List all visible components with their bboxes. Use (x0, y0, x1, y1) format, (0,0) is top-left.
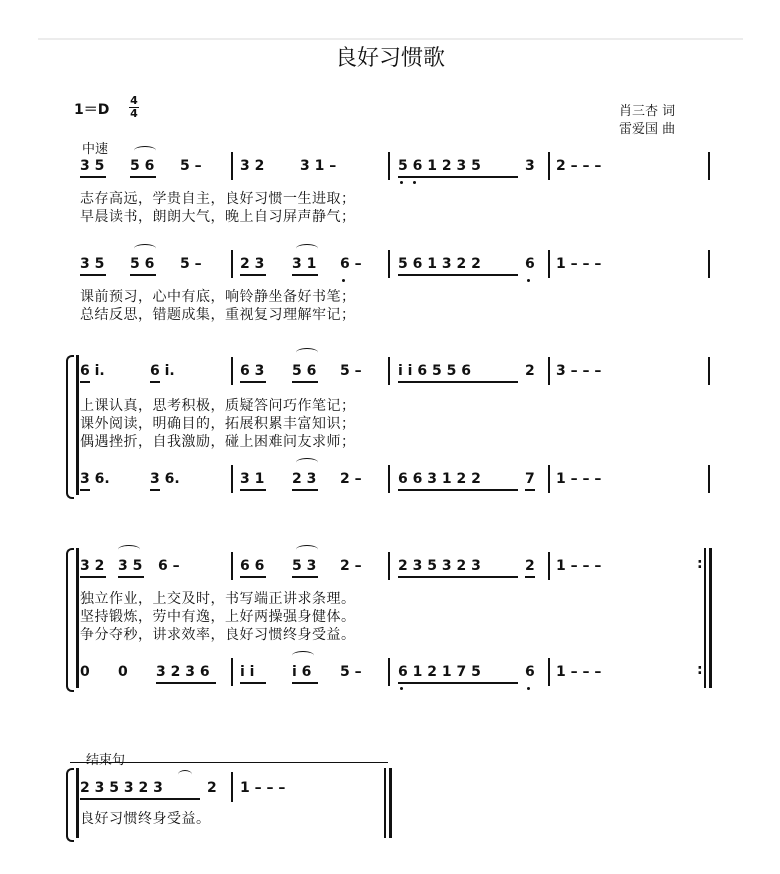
notes-group: 2 – – – (556, 158, 602, 174)
octave-dot (527, 279, 530, 282)
slur-mark (292, 651, 314, 660)
notes-group: 6 i. (150, 363, 175, 379)
barline (231, 250, 233, 278)
slur-mark (134, 244, 156, 253)
notes-group: 2 3 5 3 2 3 (80, 780, 163, 796)
system-start-line (76, 355, 79, 495)
underline-mark (156, 682, 216, 684)
underline-mark (292, 489, 318, 491)
notes-group: 0 (80, 664, 90, 680)
underline-mark (240, 381, 266, 383)
barline (231, 152, 233, 180)
underline-mark (150, 381, 160, 383)
lyric-line: 志存高远，学贵自主，良好习惯一生进取； (80, 191, 356, 207)
system-bracket (66, 768, 74, 842)
notes-group: 1 – – – (556, 471, 602, 487)
underline-mark (118, 576, 144, 578)
repeat-dots: : (697, 556, 703, 572)
notes-group: 5 – (340, 664, 362, 680)
barline (708, 465, 710, 493)
notes-group: 6 – (340, 256, 362, 272)
underline-mark (292, 682, 318, 684)
underline-mark (240, 489, 266, 491)
notes-group: 6 3 (240, 363, 265, 379)
lyric-line: 总结反思，错题成集，重视复习理解牢记； (80, 307, 356, 323)
barline (388, 152, 390, 180)
barline (388, 465, 390, 493)
notes-group: 3 1 – (300, 158, 337, 174)
slur-mark (134, 146, 156, 155)
barline (388, 357, 390, 385)
slur-mark (296, 545, 318, 554)
notes-group: 3 5 (80, 158, 105, 174)
barline (231, 465, 233, 493)
notes-group: 7 (525, 471, 535, 487)
notes-group: 3 1 (240, 471, 265, 487)
octave-dot (342, 279, 345, 282)
underline-mark (398, 274, 518, 276)
notes-group: 3 2 3 6 (156, 664, 210, 680)
notes-group: 3 – – – (556, 363, 602, 379)
lyric-line: 坚持锻炼，劳中有逸，上好两操强身健体。 (80, 609, 356, 625)
underline-mark (80, 489, 90, 491)
barline (708, 357, 710, 385)
notes-group: 5 6 (130, 158, 155, 174)
notes-group: 6 – (158, 558, 180, 574)
notes-group: 3 2 (80, 558, 105, 574)
repeat-barline-thin (704, 548, 706, 688)
underline-mark (80, 798, 200, 800)
octave-dot (400, 181, 403, 184)
underline-mark (130, 176, 156, 178)
tempo-marking: 中速 (82, 142, 109, 157)
notes-group: 3 2 (240, 158, 265, 174)
notes-group: 6 6 3 1 2 2 (398, 471, 481, 487)
lyricist-credit: 肖三杏 词 (619, 104, 676, 119)
underline-mark (80, 176, 106, 178)
underline-mark (240, 576, 266, 578)
underline-mark (398, 381, 518, 383)
ending-label: 结束句 (86, 753, 126, 768)
notes-group: 6 6 (240, 558, 265, 574)
notes-group: 1 – – – (556, 256, 602, 272)
time-signature-top: 4 (130, 94, 138, 107)
notes-group: 2 3 (240, 256, 265, 272)
notes-group: 6 i. (80, 363, 105, 379)
underline-mark (292, 274, 318, 276)
final-barline-thick (389, 768, 392, 838)
slur-mark (296, 458, 318, 467)
top-rule (38, 38, 743, 40)
notes-group: 5 6 (130, 256, 155, 272)
lyric-line: 争分夺秒，讲求效率，良好习惯终身受益。 (80, 627, 356, 643)
notes-group: 6 (525, 664, 535, 680)
notes-group: 3 6. (150, 471, 180, 487)
notes-group: 2 – (340, 471, 362, 487)
slur-mark (118, 545, 140, 554)
notes-group: 5 – (180, 158, 202, 174)
lyric-line: 独立作业，上交及时，书写端正讲求条理。 (80, 591, 356, 607)
barline (388, 250, 390, 278)
notes-group: 3 1 (292, 256, 317, 272)
notes-group: 3 (525, 158, 535, 174)
barline (548, 552, 550, 580)
slur-mark (296, 348, 318, 357)
notes-group: 5 – (340, 363, 362, 379)
underline-mark (398, 682, 518, 684)
underline-mark (398, 576, 518, 578)
lyric-line: 上课认真，思考积极，质疑答问巧作笔记； (80, 398, 356, 414)
notes-group: 2 3 (292, 471, 317, 487)
system-bracket (66, 548, 74, 692)
notes-group: 2 3 5 3 2 3 (398, 558, 481, 574)
underline-mark (398, 489, 518, 491)
notes-group: 5 6 1 2 3 5 (398, 158, 481, 174)
notes-group: 3 5 (80, 256, 105, 272)
lyric-line: 早晨读书，朗朗大气，晚上自习屏声静气； (80, 209, 356, 225)
notes-group: 6 (525, 256, 535, 272)
notes-group: 1 – – – (556, 664, 602, 680)
time-signature (129, 95, 139, 120)
underline-mark (525, 489, 535, 491)
notes-group: 5 3 (292, 558, 317, 574)
underline-mark (80, 381, 90, 383)
notes-group: 6 1 2 1 7 5 (398, 664, 481, 680)
underline-mark (130, 274, 156, 276)
barline (548, 250, 550, 278)
notes-group: 5 – (180, 256, 202, 272)
lyric-line: 偶遇挫折，自我激励，碰上困难问友求师； (80, 434, 356, 450)
notes-group: 2 – (340, 558, 362, 574)
repeat-dots: : (697, 662, 703, 678)
barline (388, 658, 390, 686)
barline (708, 250, 710, 278)
octave-dot (527, 687, 530, 690)
system-start-line (76, 548, 79, 688)
barline (231, 357, 233, 385)
notes-group: 1 – – – (556, 558, 602, 574)
notes-group: i i (240, 664, 255, 680)
octave-dot (413, 181, 416, 184)
octave-dot (400, 687, 403, 690)
underline-mark (80, 274, 106, 276)
time-signature-bottom: 4 (130, 107, 138, 120)
fermata-mark (178, 770, 192, 779)
underline-mark (240, 682, 266, 684)
notes-group: i i 6 5 5 6 (398, 363, 471, 379)
repeat-barline-thick (709, 548, 712, 688)
underline-mark (80, 576, 106, 578)
notes-group: 3 5 (118, 558, 143, 574)
key-signature: 1＝D (74, 102, 110, 118)
barline (708, 152, 710, 180)
underline-mark (240, 274, 266, 276)
lyric-line: 课前预习，心中有底，响铃静坐备好书笔； (80, 289, 356, 305)
notes-group: 5 6 1 3 2 2 (398, 256, 481, 272)
system-start-line (76, 768, 79, 838)
final-barline-thin (384, 768, 386, 838)
barline (548, 357, 550, 385)
barline (548, 658, 550, 686)
notes-group: 2 (207, 780, 217, 796)
composer-credit: 雷爱国 曲 (619, 122, 676, 137)
song-title: 良好习惯歌 (334, 46, 445, 71)
underline-mark (292, 576, 318, 578)
barline (231, 552, 233, 580)
underline-mark (398, 176, 518, 178)
notes-group: 3 6. (80, 471, 110, 487)
underline-mark (150, 489, 160, 491)
barline (388, 552, 390, 580)
barline (231, 772, 233, 802)
notes-group: 0 (118, 664, 128, 680)
notes-group: 2 (525, 558, 535, 574)
notes-group: i 6 (292, 664, 312, 680)
slur-mark (296, 244, 318, 253)
lyric-line: 课外阅读，明确目的，拓展积累丰富知识； (80, 416, 356, 432)
notes-group: 2 (525, 363, 535, 379)
barline (548, 152, 550, 180)
underline-mark (292, 381, 318, 383)
notes-group: 5 6 (292, 363, 317, 379)
barline (548, 465, 550, 493)
lyric-line: 良好习惯终身受益。 (80, 811, 211, 827)
underline-mark (525, 576, 535, 578)
system-bracket (66, 355, 74, 499)
notes-group: 1 – – – (240, 780, 286, 796)
barline (231, 658, 233, 686)
